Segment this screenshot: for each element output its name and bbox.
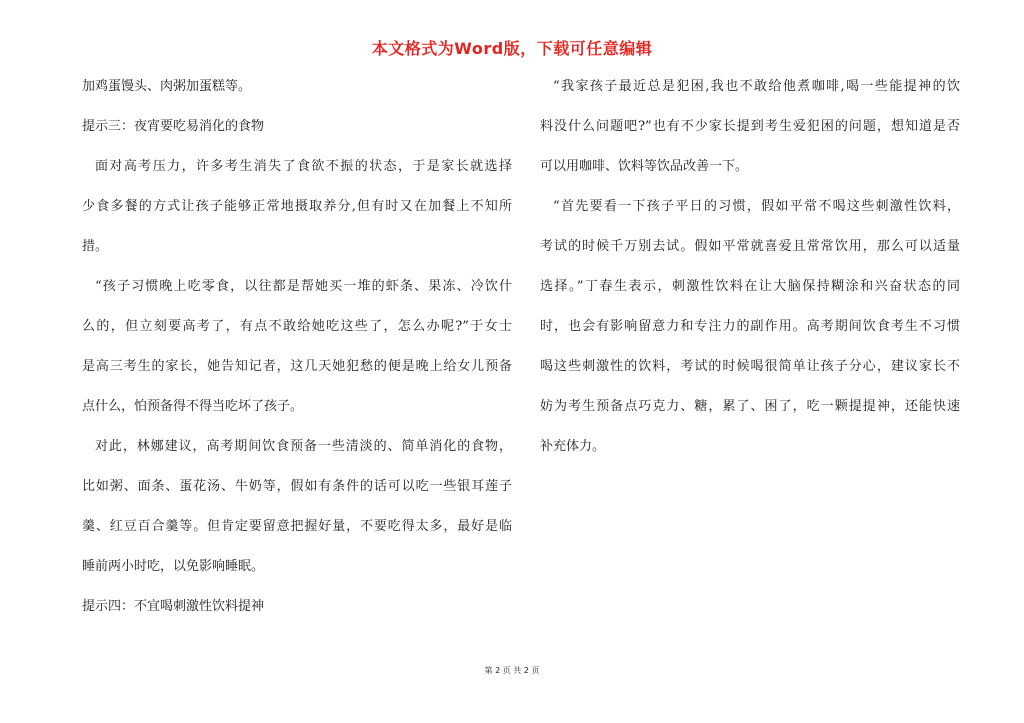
paragraph-line: 考试的时候千万别去试。假如平常就喜爱且常常饮用，那么可以适量: [540, 239, 960, 254]
section-heading: 提示四：不宜喝刺激性饮料提神: [82, 599, 265, 614]
paragraph-line: 对此，林娜建议，高考期间饮食预备一些清淡的、简单消化的食物，: [95, 439, 512, 454]
paragraph-line: 时，也会有影响留意力和专注力的副作用。高考期间饮食考生不习惯: [540, 319, 960, 334]
paragraph-line: 选择。”丁春生表示，刺激性饮料在让大脑保持糊涂和兴奋状态的同: [540, 279, 960, 294]
paragraph-line: 面对高考压力，许多考生消失了食欲不振的状态，于是家长就选择: [95, 159, 512, 174]
paragraph-line: 少食多餐的方式让孩子能够正常地摄取养分,但有时又在加餐上不知所: [82, 199, 512, 214]
paragraph-line: 睡前两小时吃，以免影响睡眠。: [82, 559, 265, 574]
paragraph-line: 么的，但立刻要高考了，有点不敢给她吃这些了，怎么办呢?”于女士: [82, 319, 512, 334]
paragraph-line: 补充体力。: [540, 439, 606, 454]
paragraph-line: 点什么，怕预备得不得当吃坏了孩子。: [82, 399, 304, 414]
paragraph-line: 比如粥、面条、蛋花汤、牛奶等，假如有条件的话可以吃一些银耳莲子: [82, 479, 512, 494]
paragraph-line: 措。: [82, 239, 109, 254]
paragraph-line: 羹、红豆百合羹等。但肯定要留意把握好量，不要吃得太多，最好是临: [82, 519, 512, 534]
paragraph-line: 加鸡蛋馒头、肉粥加蛋糕等。: [82, 79, 252, 94]
document-header-banner: 本文格式为Word版，下载可任意编辑: [371, 39, 653, 58]
paragraph-line: “首先要看一下孩子平日的习惯，假如平常不喝这些刺激性饮料，: [553, 199, 960, 214]
section-heading: 提示三：夜宵要吃易消化的食物: [82, 119, 265, 134]
left-text-column: [82, 80, 512, 640]
paragraph-line: “我家孩子最近总是犯困,我也不敢给他煮咖啡,喝一些能提神的饮: [553, 79, 960, 94]
page-number-footer: 第 2 页 共 2 页: [484, 666, 540, 675]
paragraph-line: 妨为考生预备点巧克力、糖，累了、困了，吃一颗提提神，还能快速: [540, 399, 960, 414]
paragraph-line: 喝这些刺激性的饮料，考试的时候喝很简单让孩子分心，建议家长不: [540, 359, 960, 374]
right-text-column: [540, 80, 960, 480]
paragraph-line: 是高三考生的家长，她告知记者，这几天她犯愁的便是晚上给女儿预备: [82, 359, 512, 374]
paragraph-line: 料没什么问题吧?”也有不少家长提到考生爱犯困的问题，想知道是否: [540, 119, 960, 134]
paragraph-line: “孩子习惯晚上吃零食，以往都是帮她买一堆的虾条、果冻、冷饮什: [95, 279, 512, 294]
paragraph-line: 可以用咖啡、饮料等饮品改善一下。: [540, 159, 749, 174]
